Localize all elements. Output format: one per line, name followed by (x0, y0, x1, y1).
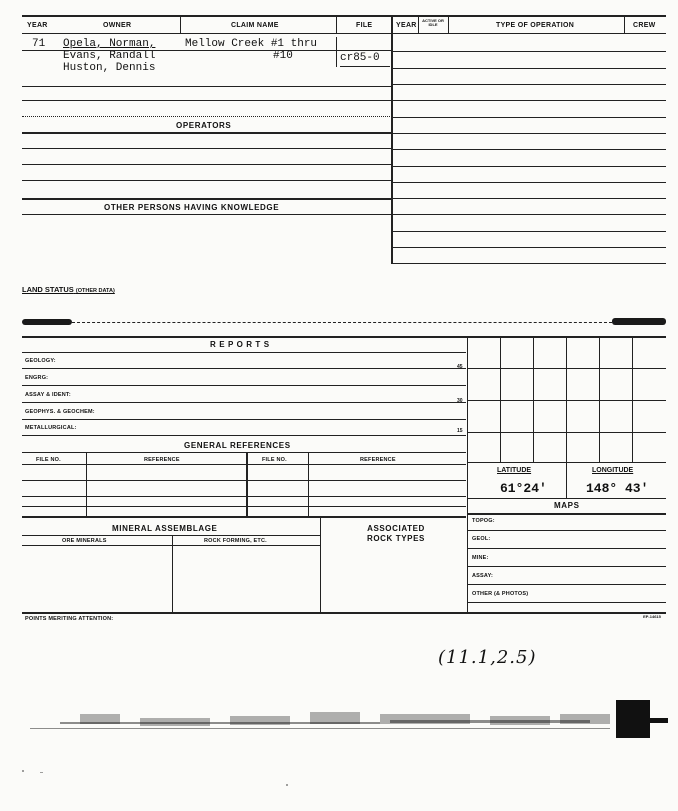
row-rule (22, 506, 466, 507)
reports-title: R E P O R T S (210, 340, 270, 349)
ref-reference-2: REFERENCE (360, 457, 396, 463)
latlong-divider (566, 462, 567, 498)
mineral-divider (320, 516, 321, 612)
grid-line (467, 432, 666, 433)
header-active-or-idle: ACTIVE OR IDLE (422, 18, 444, 27)
row-rule (467, 530, 666, 531)
land-status-title: LAND STATUS (22, 285, 74, 294)
col-divider (448, 17, 449, 33)
other-persons-title: OTHER PERSONS HAVING KNOWLEDGE (104, 203, 280, 212)
mineral-top-rule (22, 516, 466, 518)
rock-forming-label: ROCK FORMING, ETC. (204, 538, 267, 544)
longitude-label: LONGITUDE (592, 467, 634, 474)
row-rule (467, 566, 666, 567)
row-rule (22, 480, 466, 481)
header-file: FILE (356, 22, 373, 29)
col-divider (391, 17, 393, 264)
col-divider (624, 17, 625, 33)
ref-reference: REFERENCE (144, 457, 180, 463)
points-meriting-attention: POINTS MERITING ATTENTION: (25, 616, 114, 622)
latitude-label: LATITUDE (497, 467, 532, 474)
grid-line (599, 336, 600, 462)
scale-15: 15 (457, 428, 463, 434)
col-divider (336, 17, 337, 33)
header-bottom-rule (22, 33, 666, 34)
row-rule (340, 66, 390, 67)
references-header-rule (22, 464, 466, 465)
reports-rule (22, 352, 466, 353)
record-file: cr85-0 (340, 52, 380, 64)
row-rule (467, 548, 666, 549)
record-owner-1: Opela, Norman, (63, 38, 156, 50)
mineral-header-rule (22, 535, 320, 536)
claim-underline (22, 50, 392, 51)
col-divider (180, 17, 181, 33)
record-owner-3: Huston, Dennis (63, 62, 156, 74)
header-year-2: YEAR (396, 22, 417, 29)
scan-noise (0, 700, 678, 800)
row-rule (22, 435, 466, 436)
scale-30: 30 (457, 398, 463, 404)
map-mine: MINE: (472, 555, 489, 561)
reports-location-divider (467, 336, 468, 612)
grid-line (500, 336, 501, 462)
record-claim-line-2: #10 (273, 50, 293, 62)
right-row-rule (392, 100, 666, 101)
header-owner: OWNER (103, 22, 132, 29)
right-row-rule (392, 247, 666, 248)
col-divider (418, 17, 419, 33)
scan-smudge (22, 319, 72, 325)
record-claim-line-1: Mellow Creek #1 thru (185, 38, 318, 50)
right-row-rule (392, 68, 666, 69)
maps-title: MAPS (554, 501, 580, 510)
row-rule (22, 180, 392, 181)
associated-rock-types-title: ASSOCIATED ROCK TYPES (366, 524, 425, 543)
form-number: EP-14615 (643, 614, 661, 619)
right-row-rule (392, 51, 666, 52)
right-row-rule (392, 149, 666, 150)
map-topog: TOPOG: (472, 518, 495, 524)
record-year: 71 (32, 38, 46, 50)
header-crew: CREW (633, 22, 656, 29)
header-claim-name: CLAIM NAME (231, 22, 279, 29)
map-other: OTHER (& PHOTOS) (472, 591, 529, 597)
row-rule (22, 100, 392, 101)
bottom-rule (22, 612, 666, 614)
row-rule (22, 496, 466, 497)
mineral-assemblage-title: MINERAL ASSEMBLAGE (112, 524, 218, 533)
handwritten-note: (11.1,2.5) (438, 647, 537, 668)
row-rule (22, 164, 392, 165)
scale-45: 45 (457, 364, 463, 370)
ref-file-no-2: FILE NO. (262, 457, 287, 463)
right-row-rule (392, 117, 666, 118)
references-rule (22, 452, 466, 453)
row-rule (22, 402, 466, 403)
other-persons-top-rule (22, 198, 392, 200)
right-row-rule (392, 166, 666, 167)
grid-line (467, 368, 666, 369)
other-persons-rule (22, 214, 392, 215)
right-row-rule (392, 214, 666, 215)
report-engrg: ENGRG: (25, 375, 49, 381)
row-rule (22, 148, 392, 149)
row-rule (22, 86, 392, 87)
maps-rule (467, 513, 666, 515)
report-metallurgical: METALLURGICAL: (25, 425, 77, 431)
col-divider (336, 37, 337, 67)
row-rule (467, 602, 666, 603)
right-row-rule (392, 231, 666, 232)
record-owner-2: Evans, Randall (63, 50, 156, 62)
report-geology: GEOLOGY: (25, 358, 56, 364)
grid-line (566, 336, 567, 462)
row-rule (467, 584, 666, 585)
row-rule (22, 368, 466, 369)
grid-line (467, 400, 666, 401)
right-row-rule (392, 182, 666, 183)
row-rule (22, 385, 466, 386)
longitude-value: 148° 43' (586, 481, 649, 496)
land-status-subtitle: (OTHER DATA) (75, 288, 115, 294)
row-rule (22, 419, 466, 420)
report-geophys: GEOPHYS. & GEOCHEM: (25, 409, 95, 415)
land-status-rule (72, 322, 612, 323)
top-rule (22, 15, 666, 17)
mineral-divider (172, 535, 173, 612)
right-row-rule (392, 263, 666, 264)
scan-smudge (612, 318, 666, 325)
reports-top-rule (22, 336, 666, 338)
operators-title: OPERATORS (176, 121, 232, 130)
right-row-rule (392, 133, 666, 134)
grid-line (533, 336, 534, 462)
right-row-rule (392, 84, 666, 85)
map-geol: GEOL: (472, 536, 491, 542)
header-type-of-operation: TYPE OF OPERATION (496, 22, 575, 29)
right-row-rule (392, 198, 666, 199)
latitude-value: 61°24' (500, 481, 547, 496)
operators-rule (22, 132, 392, 134)
map-assay: ASSAY: (472, 573, 494, 579)
report-assay: ASSAY & IDENT: (25, 392, 71, 398)
ore-minerals-label: ORE MINERALS (62, 538, 107, 544)
ref-file-no: FILE NO. (36, 457, 61, 463)
general-references-title: GENERAL REFERENCES (184, 441, 291, 450)
grid-line (632, 336, 633, 462)
maps-rule (467, 498, 666, 499)
land-status-label (22, 285, 115, 294)
mineral-subheader-rule (22, 545, 320, 546)
header-year: YEAR (27, 22, 48, 29)
operators-top-rule (22, 116, 392, 117)
